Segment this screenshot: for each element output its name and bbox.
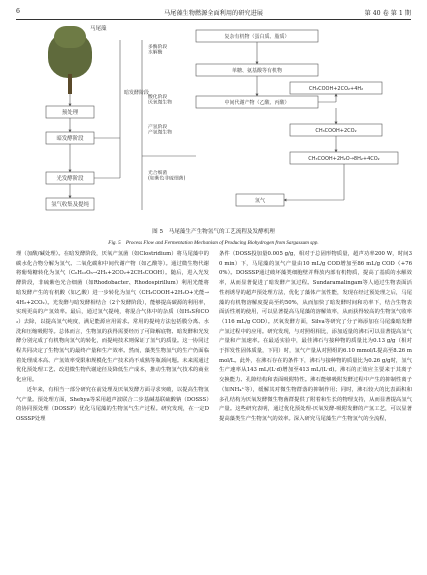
- flow-box-hydrogen: 氢气: [254, 198, 266, 204]
- flow-box-acetate-reaction: CH₃COOH+2CO₂+4H₂: [308, 86, 364, 92]
- left-column: [16, 250, 209, 425]
- left-paragraph-2: 近年来，有相当一部分研究在前处理及厌氧发酵方面寻求突破，以提高生物氢气产量。预处理方面，Shehya等采用超声波联合二步基碱基联硫酸钠（DOSSS）的协同预处理（DOSSP）优化马尾藻的生物氢气生产过程。研究发现，在一定DOSSSP处理: [16, 386, 209, 422]
- right-paragraph-1: 条件（DOSS投加量0.005 g/g，相对于总固形物质量，超声功率200 W，时间30 min）下，马尾藻的氢气产量由10 mL/g COD增加至86 mL/g COD（+760%）。DOSSSP通过破坏藻类细胞壁并释放内部有机物质，提高了基质的水解效率，从而显著促进了暗发酵产氢过程。Sundaramalingam等人通过生物表面活性剂诱导的超声预处理方法，优化了藻体产氢性能，发现在经过预处理之后，马尾藻的有机物溶解度提高至约50%，从而加快了暗发酵时间和功率下，结合生物表面活性剂的使用，可以显著提高马尾藻的溶解效率，从而获得较高的生物氢气收率（116 mL/g COD）。厌氧发酵方面，Silva等研究了分子筛添加在马尾藻暗发酵产氢过程中的应用。研究发现，与对照组相比，添加适量的沸石可以显著提高氢气产量和产氢速率。在最适实验中，最佳沸石与接种物的质量比为0.13 g/g（相对于挥发性固体质量，下同）时，氢气产量从对照组的6.10 mmol/L提高至8.26 mmol/L。此外，在沸石存在的条件下，沸石与接种物的质量比为0.26 g/g时，氢气生产速率从143 mL/(L·d)增加至413 mL/(L·d)。沸石的正效应主要来于其离子交换能力、孔隙结构和表面吸附特性。沸石能够吸附发酵过程中产生的抑制性离子（如NH₄⁺等），缓解其对微生物群落的抑制作用；同时，沸石较大的比表面积和多孔结构为厌氧发酵微生物菌群提供了附着和生长的物理支持，从而显著提高氢气产量。这些研究表明，通过优化预处理-厌氧发酵-吸附发酵的产氢工艺，可以显著提高藻类生产生物氢气的效率。深入研究马尾藻生产生物氢气的全流程，: [219, 251, 412, 422]
- journal-title: 马尾藻生物燃源全面利用的研究进展: [164, 10, 263, 17]
- figure-caption-cn: 图 5 马尾藻生产生物氢气的工艺流程及发酵机理: [152, 229, 275, 235]
- stage-label-hydrolysis: 多酶阶段水解酶: [148, 45, 168, 56]
- stage-label-photo: 光合细菌(如紫色非硫细菌): [148, 171, 186, 182]
- flow-box-complex-organics: 复杂有机物（蛋白质、脂质）: [224, 34, 290, 40]
- plant-label: 马尾藻: [90, 26, 107, 32]
- left-step-dark-fermentation: 暗发酵阶段: [56, 136, 84, 142]
- flow-box-intermediates: 中间代谢产物（乙酸、丙酸）: [224, 100, 290, 106]
- volume-issue: 第 40 卷 第 1 期: [364, 10, 411, 17]
- stage-label-dark: 暗发酵阶段: [124, 90, 150, 96]
- stage-label-product: 产氢阶段产氢微生物: [148, 125, 172, 136]
- flow-box-monosaccharides: 单糖、氨基酸等有机物: [231, 68, 283, 74]
- left-step-pretreatment: 预处理: [61, 110, 79, 116]
- flow-box-photo-reaction: CH₃COOH+2H₂O→8H₂+4CO₂: [308, 156, 380, 162]
- left-step-photo-fermentation: 光发酵阶段: [56, 176, 84, 182]
- page-number: 6: [16, 8, 20, 15]
- stage-label-acid: 酸化阶段厌氧微生物: [148, 95, 172, 106]
- left-step-hydrogen-collection: 氢气收集及提纯: [51, 202, 89, 208]
- figure-caption-en: Fig. 5 Process Flow and Fermentation Mechanism of Producing Biohydrogen from Sargassum spp.: [108, 240, 319, 246]
- right-column: [219, 250, 412, 425]
- flow-box-acetate-co2: CH₃COOH+2CO₂: [315, 128, 357, 134]
- seaweed-illustration: [48, 24, 107, 94]
- left-paragraph-1: 理（加酸/碱处理）。在暗发酵阶段，厌氧产氢菌（如Clostridium）将马尾藻中的碳水化合物分解为氢气、二氧化碳和中间代谢产物（如乙酸等）。通过微生物代谢将葡萄糖转化为氢气（C₆H₁₂O₆→2H₂+2CO₂+2CH₃COOH）。随后，进入光发酵阶段，非硫紫色光合细菌（如Rhodobacter、Rhodospirillum）利用光能将暗发酵产生的有机酸（如乙酸）进一步转化为氢气（CH₃COOH+2H₂O+光能→4H₂+2CO₂）。光发酵与暗发酵相结合（2个发酵阶段），能够提高碳源的利用率，实现更高的产氢效率。最后，通过氢气提纯，将混合气体中的杂质（如H₂S和CO₂）去除，以提高氢气纯度，满足能源应用需求。常用的提纯方法包括膜分离、水洗和压缩吸附等。总体而言，生物氢的获得需要经历了可降解底物、暗发酵和光发酵分别完成了有机物向氢气的转化，而提纯技术则保证了氢气的质量。这一协同过程共同决定了生物氢气的最终产量和生产效率。然而，藻类生物氢气的生产仍面临着处理成本高、产氢效率受限和规模化生产技术尚不成熟等瓶颈问题。未来需通过优化预处理工艺、改进微生物代谢途径及降低生产成本，推动生物氢气技术的商业化应用。: [16, 251, 209, 384]
- process-flow-diagram: [0, 0, 427, 226]
